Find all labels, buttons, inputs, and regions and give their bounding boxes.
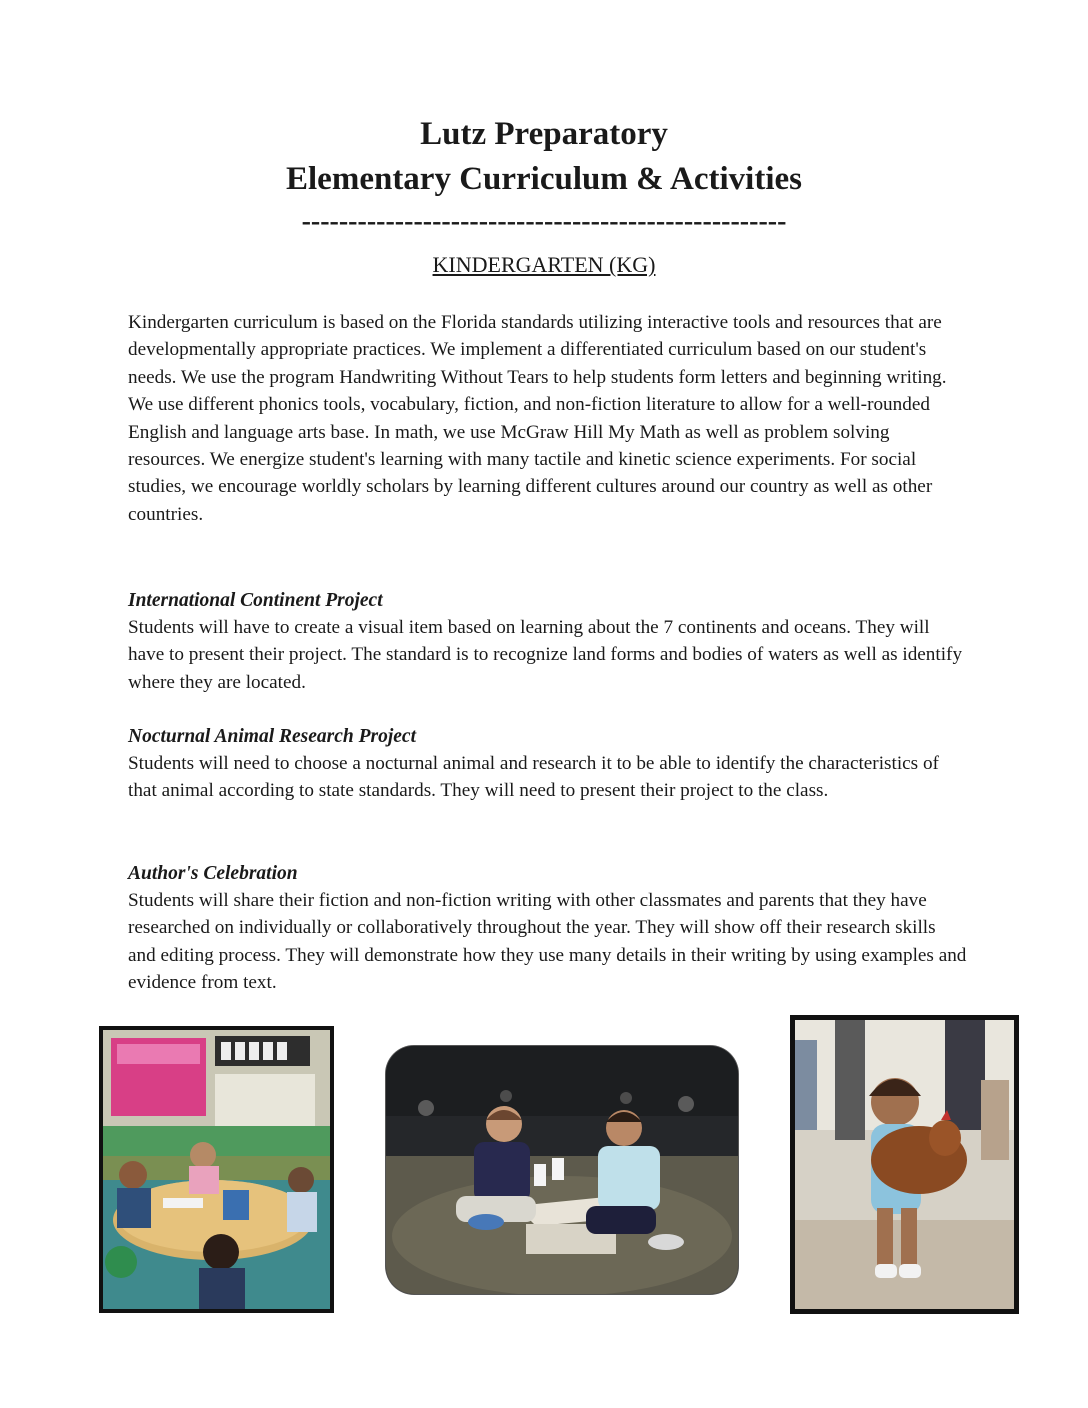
intro-paragraph: Kindergarten curriculum is based on the Florida standards utilizing interactive tools and resources that are developmentally appropriate practices. We implement a differentiated curriculum based on our student's needs. We use the program Handwriting Without Tears to help students form letters and beginning writing. We use different phonics tools, vocabulary, fiction, and non-fiction literature to allow for a well-rounded English and language arts base. In math, we use McGraw Hill My Math as well as problem solving resources. We energize student's learning with many tactile and kinetic science experiments. For social studies, we encourage worldly scholars by learning different cultures around our country as well as other countries.	[128, 312, 947, 525]
page-title-line-2: Elementary Curriculum & Activities	[286, 161, 802, 197]
section-heading-authors-celebration: Author's Celebration	[128, 863, 298, 884]
title-divider: ----------------------------------------------------	[301, 206, 787, 237]
section-body-continent-project: Students will have to create a visual item based on learning about the 7 continents and oceans. They will have to present their project. The standard is to recognize land forms and bodies of waters as well as identify where they are located.	[128, 617, 963, 693]
section-heading-nocturnal-animal-project: Nocturnal Animal Research Project	[128, 726, 416, 747]
gym-photo-image	[386, 1046, 738, 1294]
section-body-nocturnal-animal-project: Students will need to choose a nocturnal animal and research it to be able to identify the characteristics of that animal according to state standards. They will need to present their project to the class.	[128, 753, 939, 802]
section-heading-continent-project: International Continent Project	[128, 590, 383, 611]
chicken-photo	[790, 1015, 1019, 1314]
page-title-line-1: Lutz Preparatory	[420, 116, 668, 152]
section-body-authors-celebration: Students will share their fiction and non-fiction writing with other classmates and parents that they have researched on individually or collaboratively throughout the year. They will show off their research skills and editing process. They will demonstrate how they use many details in their writing by using examples and evidence from text.	[128, 890, 967, 994]
grade-heading: KINDERGARTEN (KG)	[432, 252, 656, 277]
classroom-photo	[99, 1026, 334, 1313]
gym-photo	[386, 1046, 738, 1294]
classroom-photo-image	[103, 1030, 330, 1309]
chicken-photo-image	[795, 1020, 1014, 1309]
